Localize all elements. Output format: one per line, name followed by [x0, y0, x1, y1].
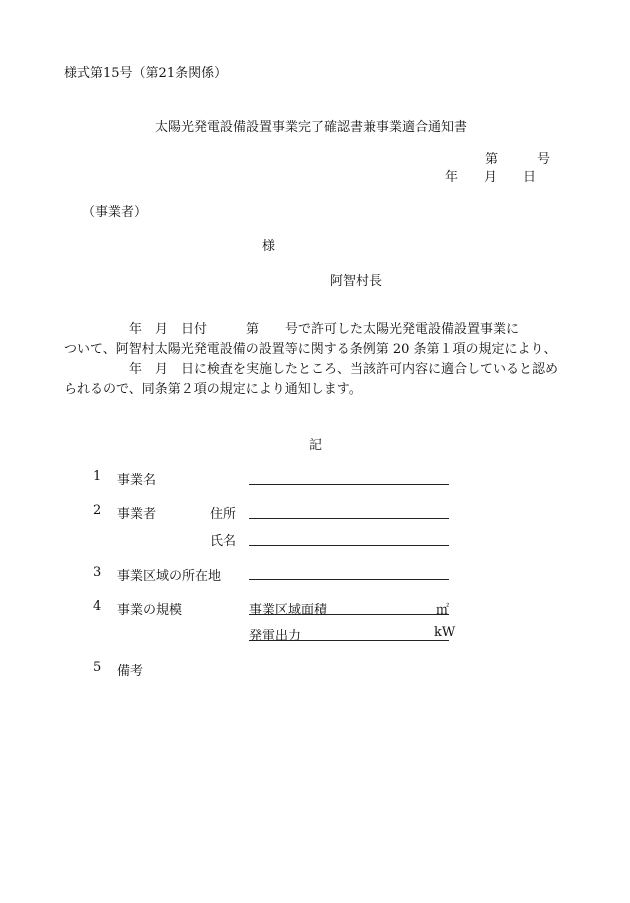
- item-label-operator: 事業者: [117, 507, 157, 522]
- blank-line-output: [249, 640, 449, 641]
- body-line-4: られるので、同条第２項の規定により通知します。: [64, 382, 362, 397]
- item-label-location: 事業区域の所在地: [117, 569, 222, 584]
- blank-line-name: [249, 545, 449, 546]
- item-number: 2: [93, 503, 102, 518]
- blank-line-address: [249, 518, 449, 519]
- honorific-sama: 様: [262, 239, 276, 254]
- item-number: 4: [93, 599, 102, 614]
- item-number: 5: [93, 660, 102, 675]
- body-line-1: 年 月 日付 第 号で許可した太陽光発電設備設置事業に: [64, 322, 520, 337]
- blank-line-area: [249, 614, 449, 615]
- form-label: 様式第15号（第21条関係）: [64, 66, 228, 81]
- area-label: 事業区域面積: [249, 603, 328, 618]
- item-label-scale: 事業の規模: [117, 603, 183, 618]
- sub-label-name: 氏名: [210, 534, 237, 549]
- blank-line-business-name: [249, 484, 449, 485]
- ki-heading: 記: [309, 438, 323, 453]
- document-title: 太陽光発電設備設置事業完了確認書兼事業適合通知書: [155, 120, 468, 135]
- addressee-label: （事業者）: [82, 205, 148, 220]
- item-label-business-name: 事業名: [117, 473, 157, 488]
- blank-line-location: [249, 579, 449, 580]
- sub-label-address: 住所: [210, 507, 237, 522]
- body-line-2: ついて、阿智村太陽光発電設備の設置等に関する条例第 20 条第１項の規定により、: [64, 342, 557, 357]
- item-label-remarks: 備考: [117, 664, 144, 679]
- area-unit: ㎡: [436, 603, 450, 618]
- issuer-name: 阿智村長: [330, 274, 383, 289]
- body-line-3: 年 月 日に検査を実施したところ、当該許可内容に適合していると認め: [64, 362, 559, 377]
- output-label: 発電出力: [249, 629, 302, 644]
- item-number: 1: [93, 469, 102, 484]
- document-number: 第 号: [485, 152, 551, 167]
- item-number: 3: [93, 565, 102, 580]
- output-unit: kW: [434, 625, 456, 640]
- document-date: 年 月 日: [445, 170, 537, 185]
